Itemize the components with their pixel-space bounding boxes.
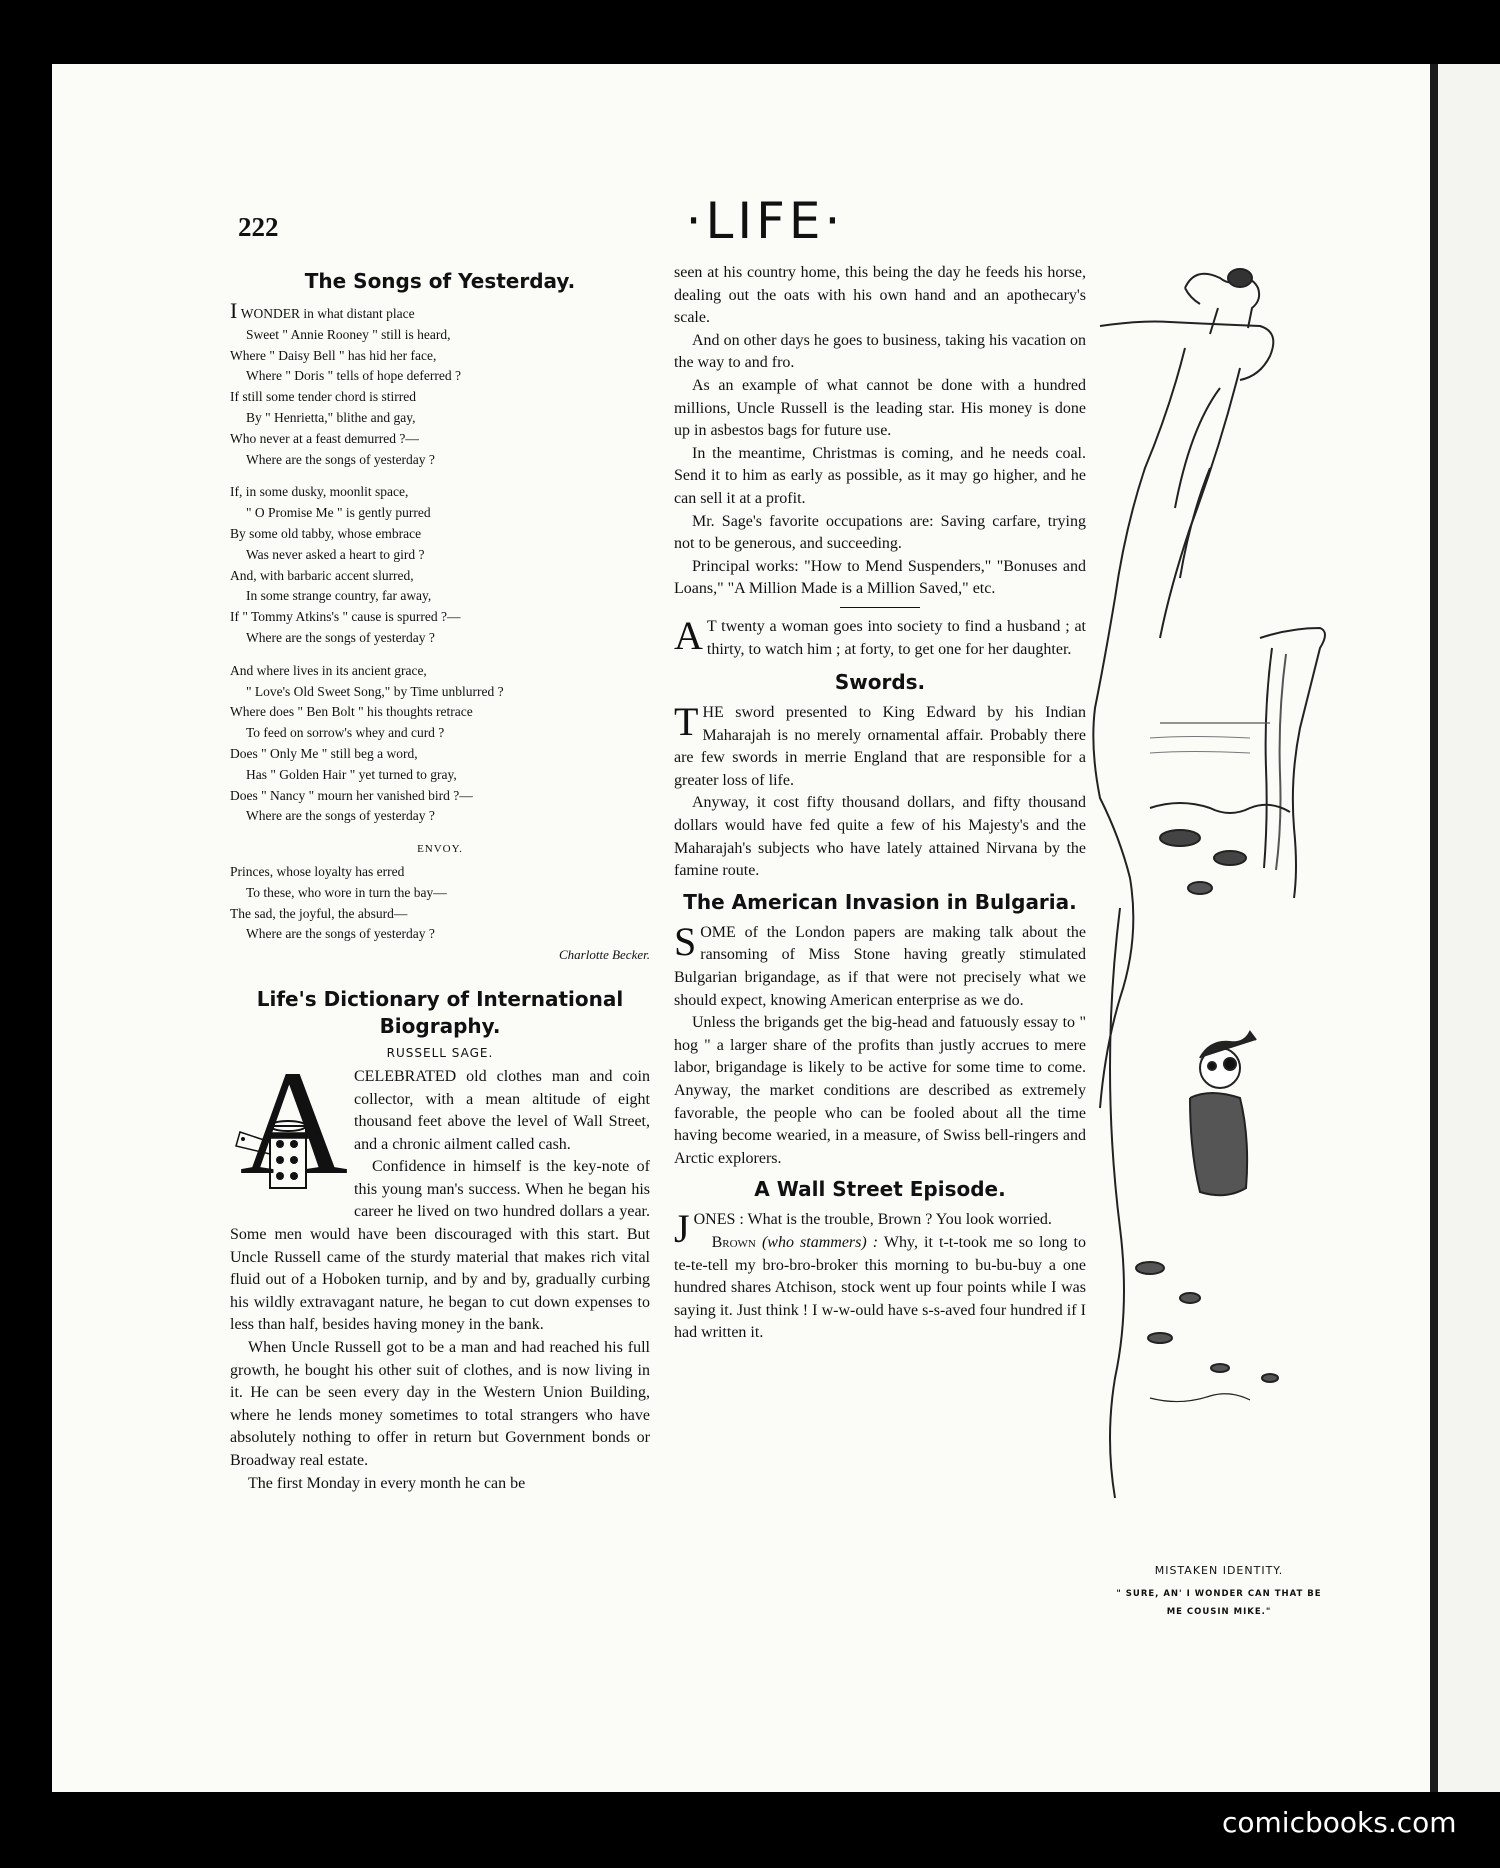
- drop-letter: J: [674, 1206, 690, 1252]
- poem-line: The sad, the joyful, the absurd—: [230, 905, 408, 921]
- speaker-name: Brown: [711, 1233, 756, 1251]
- poem-stanza: [230, 298, 650, 470]
- adjacent-page-edge: [1438, 64, 1500, 1792]
- paragraph: As an example of what cannot be done with a hundred millions, Uncle Russell is the leading star. His money is done up in asbestos bags for future use.: [674, 376, 1086, 440]
- decorated-initial: [230, 1039, 348, 1216]
- poem-stanza: [230, 661, 650, 827]
- poem-line: Where are the songs of yesterday ?: [246, 629, 435, 645]
- poem-line: Where " Doris " tells of hope deferred ?: [246, 368, 461, 384]
- poem-line: Does " Nancy " mourn her vanished bird ?—: [230, 787, 473, 803]
- poem-line: " O Promise Me " is gently purred: [246, 505, 431, 521]
- paragraph: Confidence in himself is the key-note of this young man's success. When he began his career he lived on two hundred dollars a year. Some men would have been discouraged with this start. But Uncle Russell came of the sturdy material that makes rich vital fluid out of a Hoboken turnip, and by and by, gradually curbing his wildly extravagant nature, he began to cut down expenses to less than half, besides having money in the bank.: [230, 1158, 650, 1334]
- stage-direction: (who stammers) :: [761, 1233, 879, 1251]
- drop-letter: S: [674, 918, 697, 964]
- paragraph: When Uncle Russell got to be a man and had reached his full growth, he bought his other suit of clothes, and is now living in it. He can be seen every day in the Western Union Building, where he lends money sometimes to total strangers who have absolutely nothing to offer in return but Government bonds or Broadway real estate.: [230, 1339, 650, 1469]
- poem-line: " Love's Old Sweet Song," by Time unblurred ?: [246, 683, 504, 699]
- poem-line: If " Tommy Atkins's " cause is spurred ?—: [230, 609, 461, 625]
- column-left: [230, 262, 650, 1495]
- poem: [230, 298, 650, 966]
- cliff-illustration: [1090, 268, 1340, 1578]
- poem-line: Sweet " Annie Rooney " still is heard,: [246, 326, 451, 342]
- paragraph: THE sword presented to King Edward by his Indian Maharajah is no merely ornamental affair. Probably there are few swords in merrie England that are responsible for a greater loss of life.: [674, 699, 1086, 789]
- poem-line: By some old tabby, whose embrace: [230, 525, 422, 541]
- dictionary-subject: RUSSELL SAGE.: [386, 1045, 494, 1060]
- society-paragraph: A T twenty a woman goes into society to find a husband ; at thirty, to watch him ; at forty, to get one for her daughter.: [674, 612, 1086, 658]
- poem-line: To these, who wore in turn the bay—: [246, 884, 447, 900]
- paragraph: Unless the brigands get the big-head and fatuously essay to " hog " a larger share of the profits than justly accrues to mere labor, brigandage is likely to be active for some time to come. Anyway, the market conditions are described as extremely favorable, the people who can be fooled about all the time having become wearied, in a measure, of Swiss bell-ringers and Arctic explorers.: [674, 1014, 1086, 1167]
- poem-line: To feed on sorrow's whey and curd ?: [246, 725, 445, 741]
- paragraph: seen at his country home, this being the day he feeds his horse, dealing out the oats with his own hand and an apothecary's scale.: [674, 264, 1086, 327]
- paragraph: CELEBRATED old clothes man and coin collector, with a mean altitude of eight thousand feet above the level of Wall Street, and a chronic ailment called cash.: [354, 1067, 650, 1153]
- poem-line: Where does " Ben Bolt " his thoughts retrace: [230, 704, 473, 720]
- bulgaria-title: The American Invasion in Bulgaria.: [683, 889, 1077, 914]
- drop-letter: A: [674, 612, 703, 658]
- wallstreet-title: A Wall Street Episode.: [754, 1177, 1006, 1202]
- poem-title: The Songs of Yesterday.: [304, 269, 576, 293]
- masthead: ·LIFE·: [685, 192, 845, 250]
- poem-line: Where " Daisy Bell " has hid her face,: [230, 347, 437, 363]
- poem-envoy: [230, 862, 650, 945]
- poem-line: Was never asked a heart to gird ?: [246, 546, 425, 562]
- poem-stanza: [230, 482, 650, 648]
- poem-line: If still some tender chord is stirred: [230, 389, 416, 405]
- caption-quote: " SURE, AN' I WONDER CAN THAT BE ME COUSIN MIKE.": [1116, 1589, 1322, 1617]
- paragraph: In the meantime, Christmas is coming, and he needs coal. Send it to him as early as possible, as it may go higher, and he can sell it at a profit.: [674, 444, 1086, 507]
- watermark: comicbooks.com: [1222, 1806, 1457, 1839]
- caption-title: MISTAKEN IDENTITY.: [1154, 1564, 1284, 1577]
- illustration-caption: [1090, 1564, 1348, 1621]
- swords-title: Swords.: [834, 670, 926, 695]
- poem-line: By " Henrietta," blithe and gay,: [246, 409, 416, 425]
- poem-line: I WONDER in what distant place: [230, 298, 415, 323]
- drop-letter: I: [230, 298, 238, 323]
- page-gutter: [1430, 64, 1438, 1792]
- section-divider: [840, 607, 920, 608]
- drop-letter: T: [674, 699, 699, 745]
- paragraph: SOME of the London papers are making talk about the ransoming of Miss Stone having greatly stimulated Bulgarian brigandage, as if that were not precisely what we should expect, knowing American enterprise as we do.: [674, 918, 1086, 1009]
- paragraph: Brown (who stammers) : Why, it t-t-took me so long to te-te-tell my bro-bro-broker this morning to bu-bu-buy a one hundred shares Atchison, stock went up four points while I was saying it. Just think ! I w-w-ould have s-s-aved four hundred if I had written it.: [674, 1233, 1087, 1342]
- poem-line: Who never at a feast demurred ?—: [230, 430, 419, 446]
- poem-line: Does " Only Me " still beg a word,: [230, 745, 418, 761]
- paragraph: Principal works: "How to Mend Suspenders," "Bonuses and Loans," "A Million Made is a Million Saved," etc.: [674, 557, 1086, 598]
- poem-line: Has " Golden Hair " yet turned to gray,: [246, 766, 457, 782]
- column-middle: [674, 262, 1086, 1345]
- paragraph: JONES : What is the trouble, Brown ? You look worried.: [674, 1206, 1052, 1252]
- paragraph: The first Monday in every month he can be: [248, 1474, 526, 1492]
- page-number: 222: [238, 212, 279, 242]
- envoy-label: ENVOY.: [417, 843, 463, 856]
- poem-line: Princes, whose loyalty has erred: [230, 863, 405, 879]
- poem-line: And, with barbaric accent slurred,: [230, 567, 414, 583]
- dictionary-title: Life's Dictionary of International Biography.: [256, 986, 624, 1038]
- paragraph: And on other days he goes to business, taking his vacation on the way to and fro.: [674, 331, 1086, 372]
- poem-line: In some strange country, far away,: [246, 588, 432, 604]
- poem-line: Where are the songs of yesterday ?: [246, 926, 435, 942]
- paragraph: Anyway, it cost fifty thousand dollars, and fifty thousand dollars would have fed quite a few of his Majesty's and the Maharajah's subjects who have lately attained Nirvana by the famine route.: [674, 794, 1086, 880]
- poem-author: Charlotte Becker.: [559, 947, 650, 963]
- drop-letter: A: [239, 1039, 348, 1206]
- poem-line: Where are the songs of yesterday ?: [246, 451, 435, 467]
- paragraph: Mr. Sage's favorite occupations are: Saving carfare, trying not to be generous, and succeeding.: [674, 512, 1086, 553]
- poem-line: If, in some dusky, moonlit space,: [230, 484, 409, 500]
- poem-line: And where lives in its ancient grace,: [230, 662, 427, 678]
- poem-line: Where are the songs of yesterday ?: [246, 808, 435, 824]
